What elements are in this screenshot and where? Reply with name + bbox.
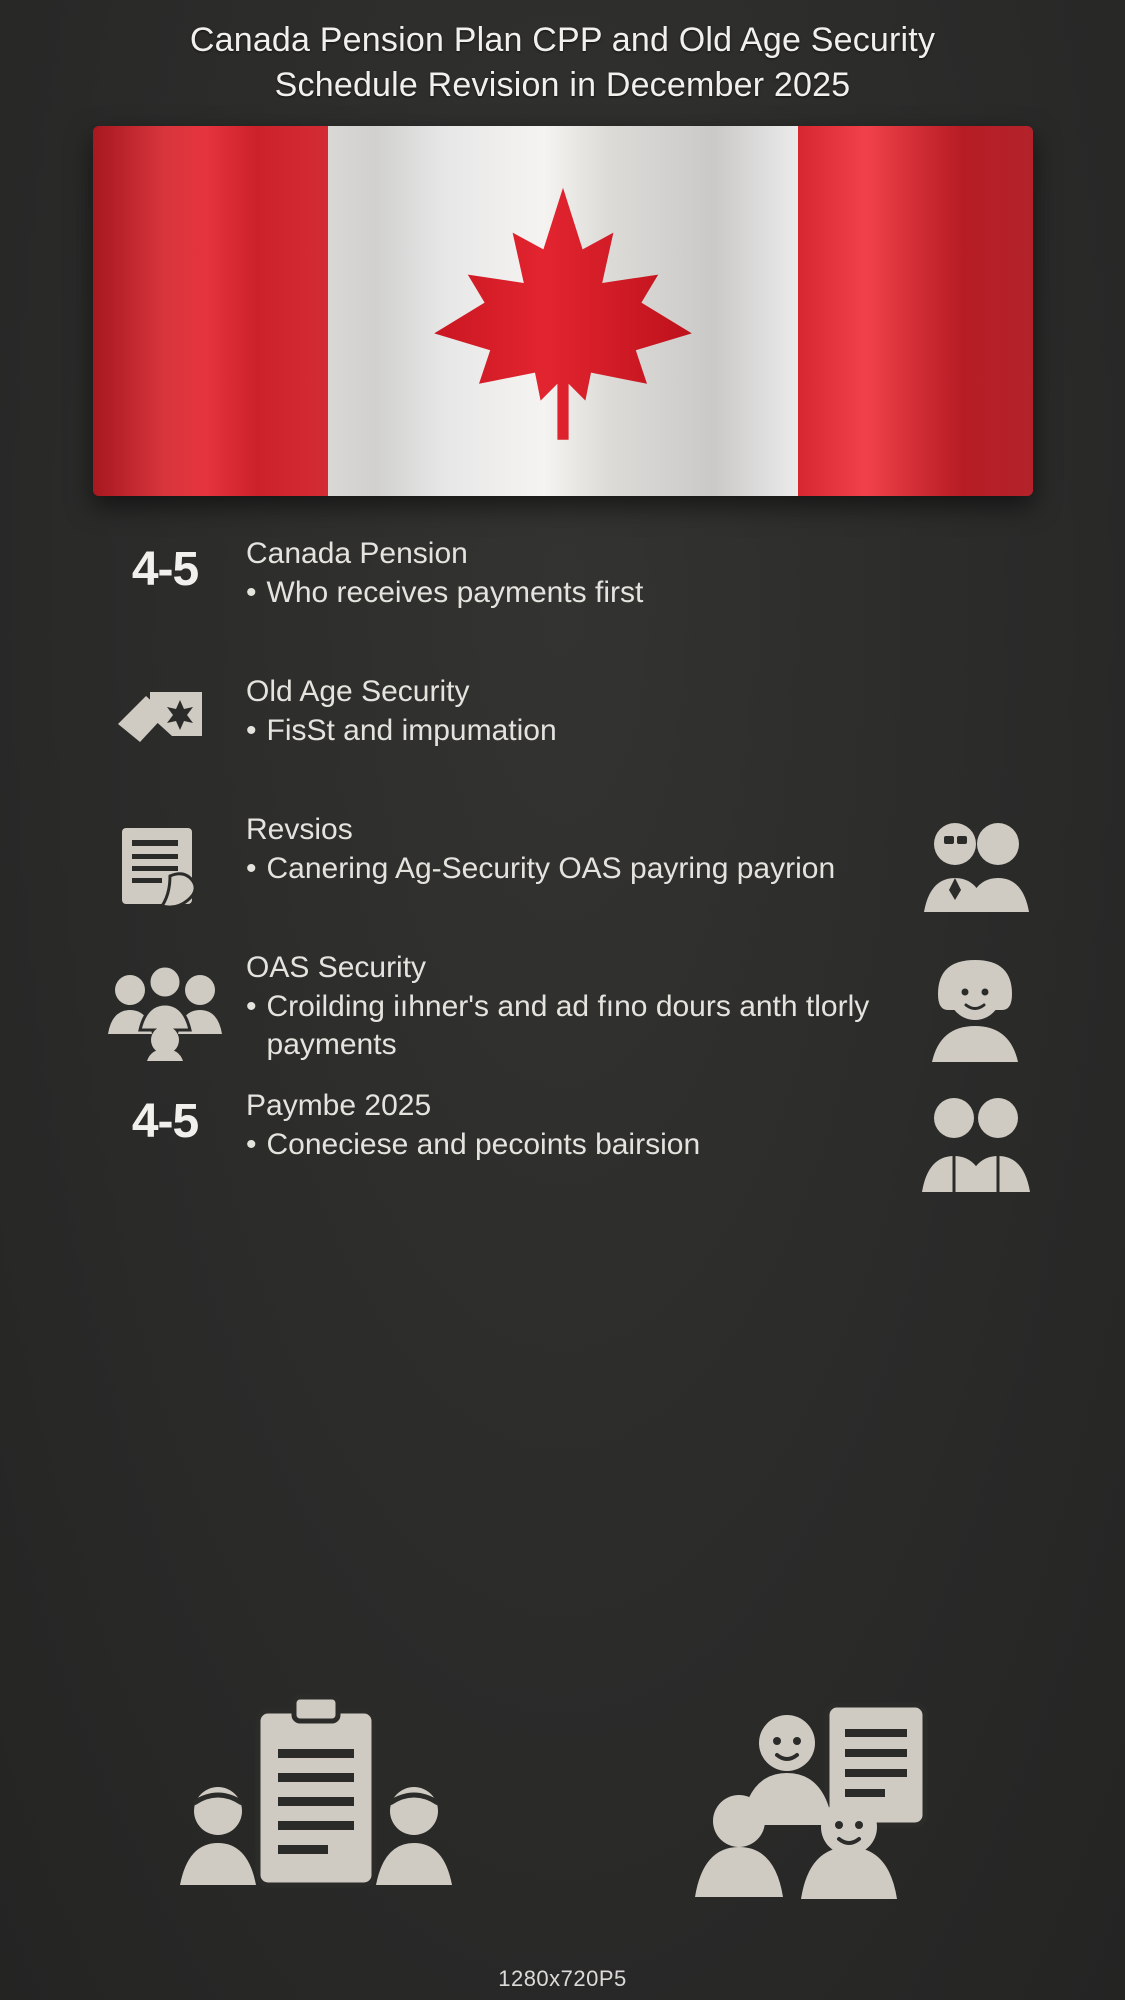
row-text xyxy=(240,950,895,1063)
couple-glyph xyxy=(910,1088,1040,1198)
number-badge xyxy=(90,1088,240,1149)
group-people-icon xyxy=(90,950,240,1061)
two-people-glyph xyxy=(910,812,1040,922)
page-title xyxy=(0,0,1125,108)
row-heading: Canada Pension xyxy=(246,536,468,570)
bullet-dot: • xyxy=(246,576,257,610)
badge-number: 4-5 xyxy=(131,1094,199,1148)
list-item xyxy=(90,812,1055,932)
list-item xyxy=(90,1088,1055,1208)
title-line-1: Canada Pension Plan CPP and Old Age Security xyxy=(189,21,936,59)
clipboard-workers-glyph xyxy=(166,1685,466,1905)
row-bullet-text: Coneciese and pecoints bairsion xyxy=(266,1128,701,1162)
info-rows xyxy=(0,536,1125,1208)
row-bullet-text: FisSt and impumation xyxy=(266,714,557,748)
row-heading: Revsios xyxy=(246,812,353,846)
family-with-document-icon xyxy=(659,1685,959,1910)
maple-leaf-icon xyxy=(423,171,703,451)
row-text xyxy=(240,812,895,888)
couple-icon xyxy=(895,1088,1055,1198)
woman-portrait-glyph xyxy=(910,950,1040,1065)
woman-portrait-icon xyxy=(895,950,1055,1065)
flag-band-left xyxy=(93,126,328,496)
document-hand-glyph xyxy=(110,818,220,918)
row-bullet xyxy=(246,988,895,1062)
broken-card-glyph xyxy=(110,680,220,770)
broken-card-icon xyxy=(90,674,240,770)
bullet-dot: • xyxy=(246,852,257,886)
row-bullet-text: Canering Ag-Security OAS payring payrion xyxy=(266,852,836,886)
list-item xyxy=(90,536,1055,656)
row-heading: Old Age Security xyxy=(246,674,470,708)
list-item xyxy=(90,674,1055,794)
row-bullet xyxy=(246,1126,895,1163)
two-people-icon xyxy=(895,812,1055,922)
bullet-dot: • xyxy=(246,714,257,748)
flag-band-right xyxy=(798,126,1033,496)
number-badge xyxy=(90,536,240,597)
row-text xyxy=(240,536,895,612)
family-document-glyph xyxy=(659,1685,959,1905)
bullet-dot: • xyxy=(246,990,257,1024)
document-hand-icon xyxy=(90,812,240,918)
row-heading: OAS Security xyxy=(246,950,427,984)
badge-number: 4-5 xyxy=(131,542,199,596)
bottom-icon-row xyxy=(0,1685,1125,1910)
row-heading: Paymbe 2025 xyxy=(246,1088,432,1122)
watermark: 1280x720P5 xyxy=(498,1966,627,1991)
title-line-2: Schedule Revision in December 2025 xyxy=(274,65,851,104)
clipboard-with-workers-icon xyxy=(166,1685,466,1910)
row-text xyxy=(240,674,895,750)
row-bullet xyxy=(246,712,895,749)
row-bullet xyxy=(246,850,895,887)
row-bullet-text: Who receives payments first xyxy=(266,576,644,610)
row-bullet-text: Croilding iıhner's and ad fıno dours anth tlorly payments xyxy=(266,990,870,1061)
bullet-dot: • xyxy=(246,1128,257,1162)
row-bullet xyxy=(246,574,895,611)
canadian-flag xyxy=(93,126,1033,496)
group-people-glyph xyxy=(100,956,230,1061)
row-text xyxy=(240,1088,895,1164)
list-item xyxy=(90,950,1055,1070)
